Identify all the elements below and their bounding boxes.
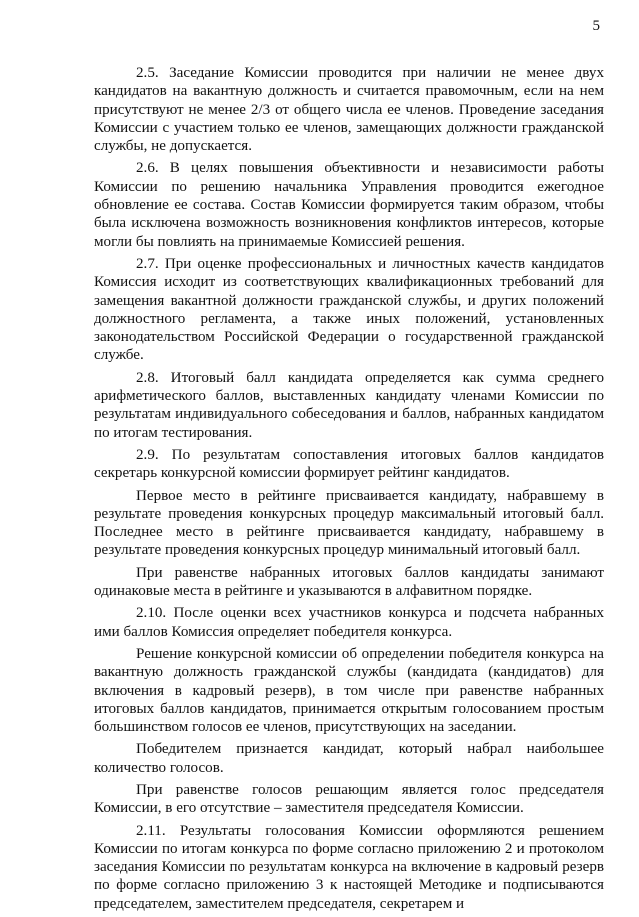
paragraph-equal-scores: При равенстве набранных итоговых баллов кандидаты занимают одинаковые места в рейтинге и указываются в алфавитном порядке. (94, 564, 604, 600)
paragraph-2-11: 2.11. Результаты голосования Комиссии оформляются решением Комиссии по итогам конкурса по форме согласно приложению 2 и протоколом заседания Комиссии по результатам конкурса на включение в кадровый резерв по форме согласно приложению 3 к настоящей Методике и подписываются председателем, заместителем председателя, секретарем и (94, 822, 604, 912)
paragraph-2-10: 2.10. После оценки всех участников конкурса и подсчета набранных ими баллов Комиссия определяет победителя конкурса. (94, 605, 604, 640)
paragraph-first-place: Первое место в рейтинге присваивается кандидату, набравшему в результате проведения конкурсных процедур максимальный итоговый балл. Последнее место в рейтинге присваивается кандидату, набравшему в результате проведения конкурсных процедур минимальный итоговый балл. (94, 487, 604, 559)
paragraph-winner: Победителем признается кандидат, который набрал наибольшее количество голосов. (94, 741, 604, 776)
paragraph-commission-decision: Решение конкурсной комиссии об определении победителя конкурса на вакантную должность гражданской службы (кандидата (кандидатов) для включения в кадровый резерв), в том числе при равенстве набранных итоговых баллов кандидатов, принимается открытым голосованием простым большинством голосов ее членов, присутствующих на заседании. (94, 645, 604, 736)
document-body (94, 64, 604, 917)
paragraph-2-9: 2.9. По результатам сопоставления итоговых баллов кандидатов секретарь конкурсной комиссии формирует рейтинг кандидатов. (94, 446, 604, 482)
page-number: 5 (592, 18, 600, 34)
paragraph-tie-vote: При равенстве голосов решающим является голос председателя Комиссии, в его отсутствие – заместителя председателя Комиссии. (94, 781, 604, 817)
paragraph-2-7: 2.7. При оценке профессиональных и личностных качеств кандидатов Комиссия исходит из соответствующих квалификационных требований для замещения вакантной должности гражданской службы, и других положений должностного регламента, а также иных положений, установленных законодательством Российской Федерации о государственной гражданской службе. (94, 255, 604, 364)
paragraph-2-8: 2.8. Итоговый балл кандидата определяется как сумма среднего арифметического баллов, выставленных кандидату членами Комиссии по результатам индивидуального собеседования и баллов, набранных кандидатом по итогам тестирования. (94, 369, 604, 441)
paragraph-2-5: 2.5. Заседание Комиссии проводится при наличии не менее двух кандидатов на вакантную должность и считается правомочным, если на нем присутствуют не менее 2/3 от общего числа ее членов. Проведение заседания Комиссии с участием только ее членов, замещающих должности гражданской службы, не допускается. (94, 65, 604, 155)
paragraph-2-6: 2.6. В целях повышения объективности и независимости работы Комиссии по решению начальника Управления проводится ежегодное обновление ее состава. Состав Комиссии формируется таким образом, чтобы была исключена возможность возникновения конфликтов интересов, которые могли бы повлиять на принимаемые Комиссией решения. (94, 160, 604, 250)
